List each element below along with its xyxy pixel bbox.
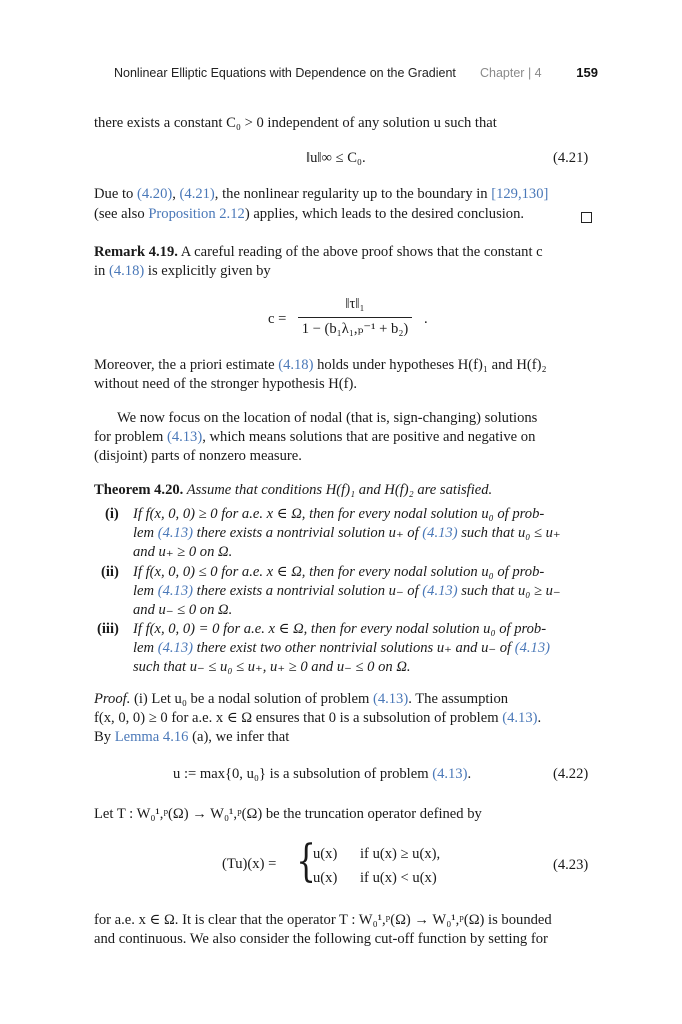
citation-link[interactable]: [129,130] [491, 186, 549, 202]
item-marker: (iii) [97, 621, 119, 637]
equation-number: (4.22) [553, 766, 589, 782]
theorem-item-line: and u₋ ≤ 0 on Ω. [133, 602, 233, 618]
equation-4-21: ‖u‖∞ ≤ C₀. [306, 150, 366, 166]
header-chapter: Chapter | 4 [480, 66, 542, 80]
paragraph-line: for problem (4.13), which means solutions that are positive and negative on [94, 429, 536, 445]
equation-link[interactable]: (4.13) [422, 583, 458, 599]
paragraph-line: (see also Proposition 2.12) applies, which leads to the desired conclusion. [94, 206, 525, 222]
fraction-denominator: 1 − (b₁λ₁,ₚ⁻¹ + b₂) [301, 321, 409, 337]
page-number: 159 [576, 65, 598, 80]
equation-lhs: c = [268, 311, 287, 327]
theorem-item-line: lem (4.13) there exists a nontrivial solution u₋ of (4.13) such that u₀ ≥ u₋ [133, 583, 561, 599]
theorem-item-line: such that u₋ ≤ u₀ ≤ u₊, u₊ ≥ 0 and u₋ ≤ 0 on Ω. [133, 659, 411, 675]
equation-link[interactable]: (4.18) [278, 357, 314, 373]
equation-link[interactable]: (4.13) [432, 766, 468, 782]
proof-line: f(x, 0, 0) ≥ 0 for a.e. x ∈ Ω ensures that 0 is a subsolution of problem (4.13). [94, 710, 542, 726]
running-header [114, 64, 598, 84]
theorem-statement: Assume that conditions H(f)₁ and H(f)₂ are satisfied. [183, 482, 493, 498]
qed-symbol [581, 210, 592, 228]
proposition-link[interactable]: Proposition 2.12 [148, 206, 245, 222]
theorem-item-line: and u₊ ≥ 0 on Ω. [133, 544, 233, 560]
theorem-item-line: lem (4.13) there exists a nontrivial solution u₊ of (4.13) such that u₀ ≤ u₊ [133, 525, 561, 541]
equation-link[interactable]: (4.20) [136, 186, 173, 202]
theorem-label: Theorem 4.20. [94, 482, 184, 498]
header-title: Nonlinear Elliptic Equations with Dependence on the Gradient [114, 66, 456, 80]
fraction-numerator: ‖τ‖₁ [345, 296, 365, 312]
equation-end: . [424, 311, 428, 327]
proof-line: By Lemma 4.16 (a), we infer that [94, 729, 290, 745]
remark-label: Remark 4.19. [94, 244, 178, 260]
paragraph-line: (disjoint) parts of nonzero measure. [94, 448, 302, 464]
paragraph-line: Moreover, the a priori estimate (4.18) holds under hypotheses H(f)₁ and H(f)₂ [94, 357, 547, 373]
paragraph-line: without need of the stronger hypothesis H(f). [94, 376, 358, 392]
equation-link[interactable]: (4.13) [157, 525, 193, 541]
equation-link[interactable]: (4.13) [372, 691, 409, 707]
equation-link[interactable]: (4.13) [422, 525, 458, 541]
paragraph-line: there exists a constant C₀ > 0 independent of any solution u such that [94, 115, 497, 131]
case-value: u(x) [313, 870, 338, 886]
theorem-item-line: lem (4.13) there exist two other nontrivial solutions u₊ and u₋ of (4.13) [133, 640, 550, 656]
case-condition: if u(x) < u(x) [360, 870, 437, 886]
remark-line: Remark 4.19. A careful reading of the above proof shows that the constant c [94, 244, 543, 260]
equation-number: (4.23) [553, 857, 589, 873]
proof-label: Proof. [94, 691, 131, 707]
item-marker: (ii) [101, 564, 119, 580]
proof-line: Proof. (i) Let u₀ be a nodal solution of problem (4.13). The assumption [94, 691, 509, 707]
case-value: u(x) [313, 846, 338, 862]
left-brace: { [296, 836, 316, 887]
paragraph-line: and continuous. We also consider the following cut-off function by setting for [94, 931, 548, 947]
equation-link[interactable]: (4.18) [109, 263, 145, 279]
equation-link[interactable]: (4.13) [166, 429, 203, 445]
theorem-item-line: If f(x, 0, 0) ≤ 0 for a.e. x ∈ Ω, then for every nodal solution u₀ of prob- [133, 564, 545, 580]
equation-4-22: u := max{0, u₀} is a subsolution of problem (4.13). [173, 766, 472, 782]
paragraph-line: Due to (4.20), (4.21), the nonlinear regularity up to the boundary in [129,130] [94, 186, 549, 202]
paragraph-line: for a.e. x ∈ Ω. It is clear that the operator T : W₀¹,ᵖ(Ω) → W₀¹,ᵖ(Ω) is bounded [94, 912, 552, 928]
theorem-item-line: If f(x, 0, 0) ≥ 0 for a.e. x ∈ Ω, then for every nodal solution u₀ of prob- [133, 506, 545, 522]
equation-number: (4.21) [553, 150, 589, 166]
lemma-link[interactable]: Lemma 4.16 [114, 729, 189, 745]
paragraph-line: Let T : W₀¹,ᵖ(Ω) → W₀¹,ᵖ(Ω) be the truncation operator defined by [94, 806, 482, 822]
theorem-heading [94, 481, 492, 500]
remark-line: in (4.18) is explicitly given by [94, 263, 271, 279]
theorem-item-line: If f(x, 0, 0) = 0 for a.e. x ∈ Ω, then for every nodal solution u₀ of prob- [133, 621, 547, 637]
item-marker: (i) [105, 506, 119, 522]
case-condition: if u(x) ≥ u(x), [360, 846, 441, 862]
equation-link[interactable]: (4.13) [157, 640, 193, 656]
paragraph-line: We now focus on the location of nodal (that is, sign-changing) solutions [117, 410, 538, 426]
equation-lhs: (Tu)(x) = [222, 856, 277, 872]
fraction-bar [298, 317, 412, 318]
equation-link[interactable]: (4.21) [179, 186, 215, 202]
equation-link[interactable]: (4.13) [514, 640, 550, 656]
equation-link[interactable]: (4.13) [157, 583, 193, 599]
equation-link[interactable]: (4.13) [502, 710, 538, 726]
